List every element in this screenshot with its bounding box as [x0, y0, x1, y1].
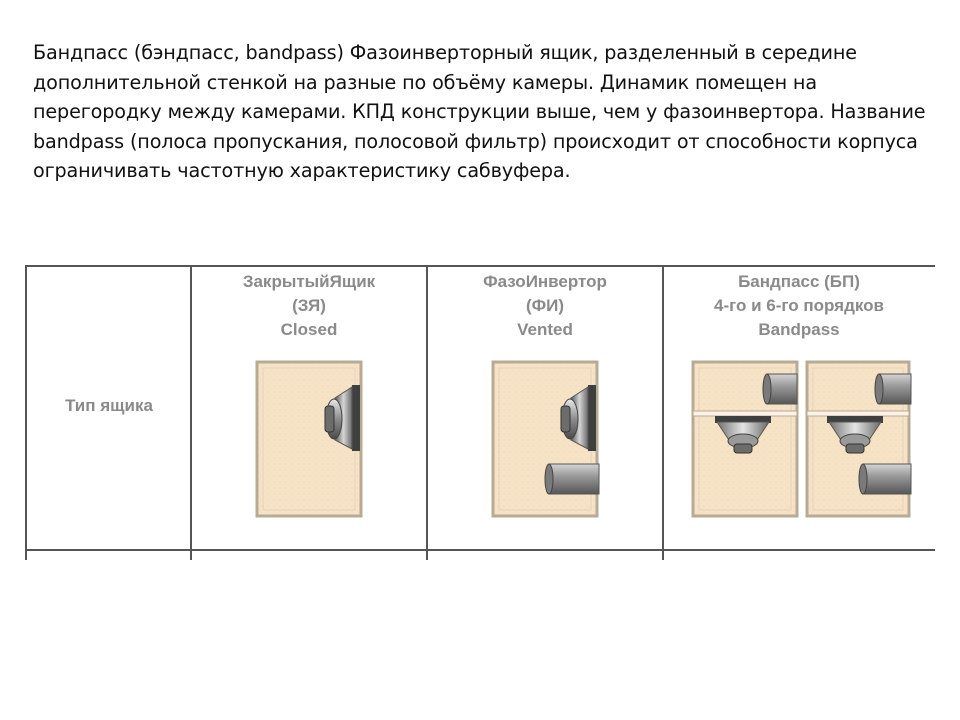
column-header-line: Бандпасс (БП): [738, 272, 860, 291]
table-rule-bottom: [25, 549, 935, 551]
divider-wall: [693, 411, 797, 416]
column-header-line: (ФИ): [525, 296, 565, 315]
column-header-line: Bandpass: [758, 320, 840, 339]
bandpass-6th-order-diagram: [805, 360, 913, 520]
port-tube-icon: [545, 464, 599, 494]
column-header-line: Closed: [280, 320, 338, 339]
column-header-line: (ЗЯ): [292, 296, 326, 315]
divider-wall: [807, 411, 909, 416]
description-line: Бандпасс (бэндпасс, bandpass) Фазоинверторный ящик, разделенный в середине: [33, 41, 857, 64]
column-header-line: 4-го и 6-го порядков: [714, 296, 884, 315]
column-header-line: Vented: [517, 320, 573, 339]
port-tube-icon: [859, 464, 911, 494]
closed-box-diagram: [255, 360, 367, 520]
column-header-bandpass: [664, 270, 934, 342]
port-tube-icon: [763, 374, 797, 404]
column-header-line: ФазоИнвертор: [483, 272, 607, 291]
description-line: ограничивать частотную характеристику сабвуфера.: [33, 159, 571, 182]
port-tube-icon: [875, 374, 911, 404]
column-header-closed: [192, 270, 426, 342]
description-line: перегородку между камерами. КПД конструкции выше, чем у фазоинвертора. Название: [33, 100, 926, 123]
bandpass-4th-order-diagram: [691, 360, 799, 520]
vented-box-diagram: [491, 360, 603, 520]
table-rule-top: [25, 265, 935, 267]
column-header-line: ЗакрытыйЯщик: [242, 272, 376, 291]
column-header-vented: [428, 270, 662, 342]
description-line: bandpass (полоса пропускания, полосовой фильтр) происходит от способности корпуса: [33, 129, 918, 153]
row-label-box-type: Тип ящика: [65, 396, 153, 415]
description-line: дополнительной стенкой на разные по объёму камеры. Динамик помещен на: [33, 70, 817, 94]
